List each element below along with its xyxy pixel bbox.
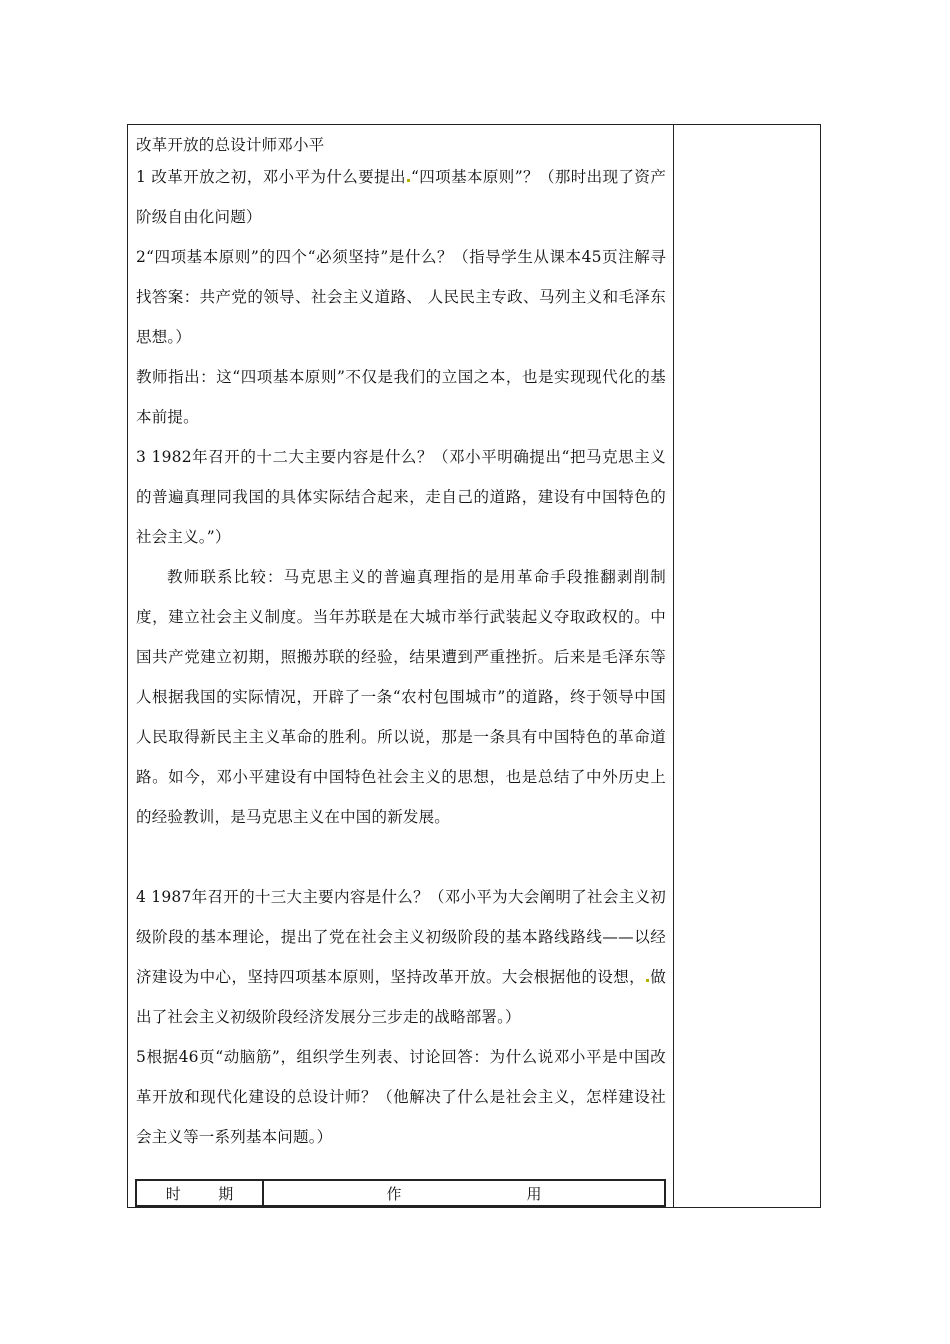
highlight-mark bbox=[407, 179, 410, 182]
lesson-table bbox=[127, 124, 821, 1208]
teacher-comparison: 教师联系比较：马克思主义的普遍真理指的是用革命手段推翻剥削制度，建立社会主义制度。当年苏联是在大城市举行武装起义夺取政权的。中国共产党建立初期，照搬苏联的经验，结果遭到严重挫折。后来是毛泽东等人根据我国的实际情况，开辟了一条“农村包围城市”的道路，终于领导中国人民取得新民主主义革命的胜利。所以说，那是一条具有中国特色的革命道路。如今，邓小平建设有中国特色社会主义的思想，也是总结了中外历史上的经验教训，是马克思主义在中国的新发展。 bbox=[136, 568, 666, 826]
question-1 bbox=[136, 157, 666, 237]
question-1-text-b: “四项基本原则”？（那时出现了资产阶级自由化问题） bbox=[136, 168, 667, 226]
question-3: 3 1982年召开的十二大主要内容是什么？（邓小平明确提出“把马克思主义的普遍真理同我国的具体实际结合起来，走自己的道路，建设有中国特色的社会主义。”） bbox=[136, 448, 666, 546]
question-2: 2“四项基本原则”的四个“必须坚持”是什么？（指导学生从课本45页注解寻找答案：共产党的领导、社会主义道路、 人民民主专政、马列主义和毛泽东思想。） bbox=[136, 248, 666, 346]
question-5: 5根据46页“动脑筋”，组织学生列表、讨论回答：为什么说邓小平是中国改革开放和现代化建设的总设计师？（他解决了什么是社会主义，怎样建设社会主义等一系列基本问题。） bbox=[136, 1048, 666, 1146]
question-4-text-a: 4 1987年召开的十三大主要内容是什么？（邓小平为大会阐明了社会主义初级阶段的基本理论，提出了党在社会主义初级阶段的基本路线路线——以经济建设为中心，坚持四项基本原则，坚持改革开放。大会根据他的设想， bbox=[136, 888, 666, 986]
column-divider bbox=[673, 125, 674, 1207]
section-title: 改革开放的总设计师邓小平 bbox=[136, 136, 325, 154]
question-4 bbox=[136, 877, 666, 1037]
teacher-note: 教师指出：这“四项基本原则”不仅是我们的立国之本，也是实现现代化的基本前提。 bbox=[136, 368, 666, 426]
header-role-char-1: 作 bbox=[386, 1184, 402, 1203]
question-4-text-b: 做出了社会主义初级阶段经济发展分三步走的战略部署。） bbox=[136, 968, 667, 1026]
header-role-char-2: 用 bbox=[526, 1184, 542, 1203]
header-role bbox=[264, 1181, 664, 1205]
period-role-table-header bbox=[135, 1179, 666, 1207]
spacer bbox=[136, 837, 666, 877]
question-1-text-a: 1 改革开放之初，邓小平为什么要提出 bbox=[136, 168, 406, 186]
header-period-char-1: 时 bbox=[165, 1184, 181, 1203]
lesson-content bbox=[136, 133, 666, 1157]
header-period bbox=[137, 1181, 264, 1205]
highlight-mark bbox=[646, 979, 649, 982]
header-period-char-2: 期 bbox=[218, 1184, 234, 1203]
